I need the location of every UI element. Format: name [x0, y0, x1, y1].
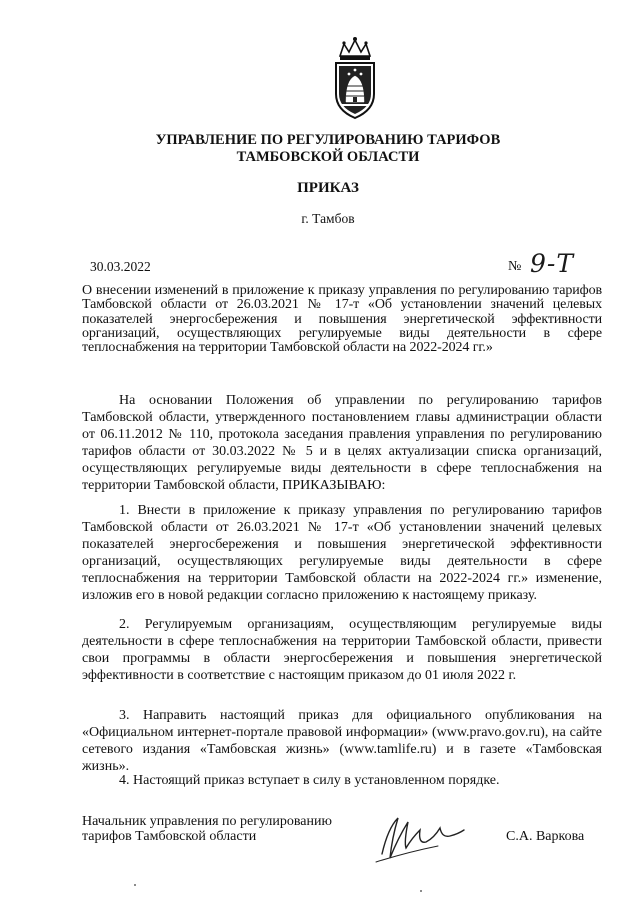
scan-speck: [134, 884, 136, 886]
order-item-3: [82, 707, 602, 775]
intro-paragraph: [82, 392, 602, 495]
number-label: №: [508, 259, 522, 274]
handwritten-document-number: 9-Т: [530, 249, 575, 278]
signatory-position-line1: Начальник управления по регулированию: [82, 814, 332, 829]
order-item-4: [82, 772, 602, 789]
signatory-position-line2: тарифов Тамбовской области: [82, 828, 257, 844]
signatory-position: [82, 815, 332, 844]
order-item-1: [82, 502, 602, 605]
document-date: 30.03.2022: [90, 259, 151, 274]
signatory-name: С.А. Варкова: [506, 829, 585, 844]
document-type: ПРИКАЗ: [297, 180, 359, 196]
order-item-1-text: 1. Внести в приложение к приказу управления по регулированию тарифов Тамбовской области от 26.03.2021 № 17-т «Об установлении значений целевых показателей энергосбережения и повышения энергетической эффективности организаций, осуществляющих регулируемые виды деятельности в сфере теплоснабжения на территории Тамбовской области на 2022-2024 гг.» изменение, изложив его в новой редакции согласно приложению к настоящему приказу.: [82, 503, 602, 604]
intro-text: На основании Положения об управлении по регулированию тарифов Тамбовской области, утвержденного постановлением главы администрации области от 06.11.2012 № 110, протокола заседания правления управления по регулированию тарифов области от 30.03.2022 № 5 и в целях актуализации списка организаций, осуществляющих регулируемые виды деятельности в сфере теплоснабжения на территории Тамбовской области, ПРИКАЗЫВАЮ:: [82, 393, 602, 494]
coat-of-arms-emblem: [330, 34, 380, 122]
organization-name-line2: ТАМБОВСКОЙ ОБЛАСТИ: [236, 149, 420, 165]
handwritten-signature: [368, 808, 468, 866]
order-item-2: [82, 616, 602, 684]
scan-speck: [420, 890, 422, 892]
order-item-4-text: 4. Настоящий приказ вступает в силу в установленном порядке.: [119, 773, 500, 788]
document-subject: О внесении изменений в приложение к приказу управления по регулированию тарифов Тамбовской области от 26.03.2021 № 17-т «Об установлении значений целевых показателей энергосбережения и повышения энергетической эффективности организаций, осуществляющих регулируемые виды деятельности в сфере теплоснабжения на территории Тамбовской области на 2022-2024 гг.»: [82, 283, 602, 356]
order-item-3-text: 3. Направить настоящий приказ для официального опубликования на «Официальном интернет-портале правовой информации» (www.pravo.gov.ru), на сайте сетевого издания «Тамбовская жизнь» (www.tamlife.ru) и в газете «Тамбовская жизнь».: [82, 708, 602, 775]
order-item-2-text: 2. Регулируемым организациям, осуществляющим регулируемые виды деятельности в сфере теплоснабжения на территории Тамбовской области, привести свои программы в области энергосбережения и повышения энергетической эффективности в соответствие с настоящим приказом до 01 июля 2022 г.: [82, 617, 602, 684]
organization-name-line1: УПРАВЛЕНИЕ ПО РЕГУЛИРОВАНИЮ ТАРИФОВ: [155, 132, 501, 148]
city: г. Тамбов: [301, 211, 355, 226]
